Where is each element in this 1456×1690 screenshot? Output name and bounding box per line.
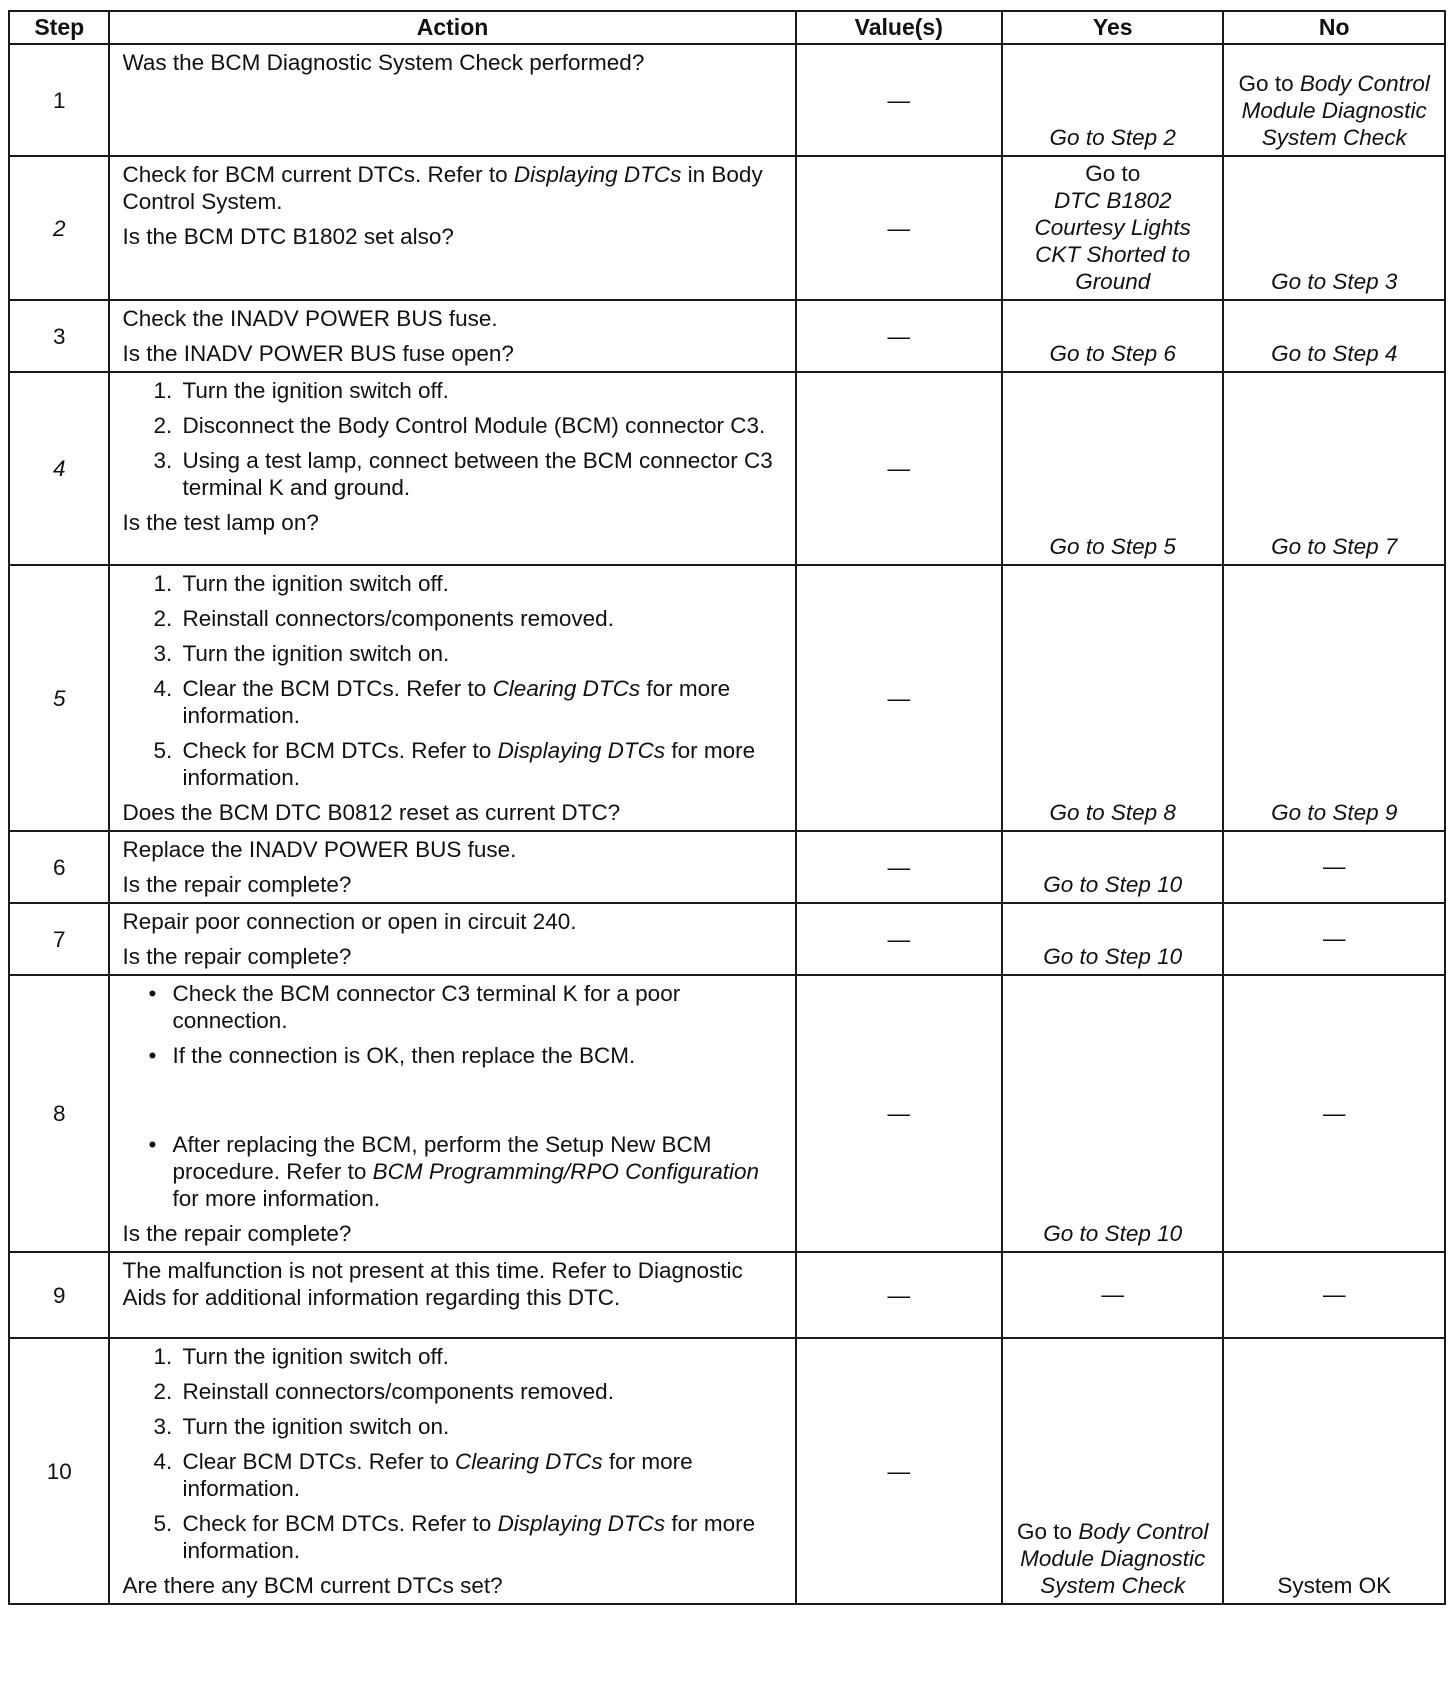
value-cell: — bbox=[796, 372, 1002, 565]
action-cell bbox=[109, 300, 795, 372]
yes-cell: Go to DTC B1802 Courtesy Lights CKT Shorted to Ground bbox=[1002, 156, 1224, 300]
bullet-list bbox=[122, 980, 784, 1212]
yes-cell: Go to Body Control Module Diagnostic System Check bbox=[1002, 1338, 1224, 1604]
no-cell: System OK bbox=[1223, 1338, 1445, 1604]
step-number: 8 bbox=[9, 975, 109, 1252]
table-row bbox=[9, 44, 1445, 156]
no-cell bbox=[1223, 372, 1445, 565]
table-row bbox=[9, 300, 1445, 372]
numbered-step: 5. Check for BCM DTCs. Refer to Displaying DTCs for more information. bbox=[178, 1510, 784, 1564]
numbered-step: 5. Check for BCM DTCs. Refer to Displaying DTCs for more information. bbox=[178, 737, 784, 791]
no-cell: — bbox=[1223, 903, 1445, 975]
yes-cell bbox=[1002, 831, 1224, 903]
emphasis: Displaying DTCs bbox=[497, 1511, 666, 1536]
emphasis: Go to Step 6 bbox=[1049, 341, 1176, 366]
value-cell: — bbox=[796, 156, 1002, 300]
step-number: 6 bbox=[9, 831, 109, 903]
value-cell: — bbox=[796, 1338, 1002, 1604]
value-cell: — bbox=[796, 44, 1002, 156]
emphasis: Go to Step 7 bbox=[1271, 534, 1398, 559]
numbered-steps bbox=[122, 1343, 784, 1564]
emphasis: Go to Step 5 bbox=[1049, 534, 1176, 559]
step-number: 10 bbox=[9, 1338, 109, 1604]
numbered-step: 3. Turn the ignition switch on. bbox=[178, 640, 784, 667]
table-row bbox=[9, 372, 1445, 565]
yes-cell: — bbox=[1002, 1252, 1224, 1338]
step-number: 4 bbox=[9, 372, 109, 565]
emphasis: Go to Step 2 bbox=[1049, 125, 1176, 150]
numbered-step: 2. Reinstall connectors/components removed. bbox=[178, 605, 784, 632]
action-text: Check the INADV POWER BUS fuse. bbox=[122, 306, 498, 331]
step-number: 3 bbox=[9, 300, 109, 372]
no-cell: — bbox=[1223, 975, 1445, 1252]
action-text: Repair poor connection or open in circuit 240. bbox=[122, 909, 577, 934]
no-cell bbox=[1223, 300, 1445, 372]
table-row bbox=[9, 903, 1445, 975]
step-number: 5 bbox=[9, 565, 109, 831]
action-text: Is the repair complete? bbox=[122, 1221, 352, 1246]
value-cell: — bbox=[796, 1252, 1002, 1338]
numbered-step: 1. Turn the ignition switch off. bbox=[178, 570, 784, 597]
header-action: Action bbox=[109, 11, 795, 44]
action-cell bbox=[109, 372, 795, 565]
no-cell: — bbox=[1223, 1252, 1445, 1338]
value-cell: — bbox=[796, 300, 1002, 372]
action-cell bbox=[109, 565, 795, 831]
yes-cell bbox=[1002, 903, 1224, 975]
value-cell: — bbox=[796, 903, 1002, 975]
table-row bbox=[9, 1252, 1445, 1338]
step-number: 1 bbox=[9, 44, 109, 156]
bullet-item: • Check the BCM connector C3 terminal K for a poor connection. bbox=[168, 980, 784, 1034]
action-text: Is the repair complete? bbox=[122, 872, 352, 897]
table-row bbox=[9, 831, 1445, 903]
yes-cell bbox=[1002, 565, 1224, 831]
yes-cell bbox=[1002, 44, 1224, 156]
emphasis: Body Control Module Diagnostic System Check bbox=[1241, 71, 1430, 150]
action-cell bbox=[109, 831, 795, 903]
action-text: Are there any BCM current DTCs set? bbox=[122, 1573, 503, 1598]
header-yes: Yes bbox=[1002, 11, 1224, 44]
value-cell: — bbox=[796, 975, 1002, 1252]
no-cell bbox=[1223, 156, 1445, 300]
action-text: The malfunction is not present at this time. Refer to Diagnostic Aids for additional information regarding this DTC. bbox=[122, 1258, 743, 1310]
action-cell bbox=[109, 903, 795, 975]
bullet-item: • After replacing the BCM, perform the Setup New BCM procedure. Refer to BCM Programming/RPO Configuration for more information. bbox=[168, 1131, 784, 1212]
action-text: Replace the INADV POWER BUS fuse. bbox=[122, 837, 517, 862]
no-cell bbox=[1223, 565, 1445, 831]
emphasis: Go to Step 8 bbox=[1049, 800, 1176, 825]
numbered-step: 1. Turn the ignition switch off. bbox=[178, 377, 784, 404]
yes-cell bbox=[1002, 300, 1224, 372]
numbered-step: 3. Using a test lamp, connect between the BCM connector C3 terminal K and ground. bbox=[178, 447, 784, 501]
action-text: Is the test lamp on? bbox=[122, 510, 319, 535]
action-text: Is the repair complete? bbox=[122, 944, 352, 969]
yes-cell bbox=[1002, 372, 1224, 565]
action-text: Was the BCM Diagnostic System Check performed? bbox=[122, 50, 645, 75]
value-cell: — bbox=[796, 831, 1002, 903]
action-cell bbox=[109, 156, 795, 300]
emphasis: DTC B1802 Courtesy Lights CKT Shorted to Ground bbox=[1034, 188, 1191, 294]
no-cell: Go to Body Control Module Diagnostic System Check bbox=[1223, 44, 1445, 156]
numbered-step: 2. Disconnect the Body Control Module (BCM) connector C3. bbox=[178, 412, 784, 439]
emphasis: Displaying DTCs bbox=[497, 738, 666, 763]
yes-cell bbox=[1002, 975, 1224, 1252]
action-text: Does the BCM DTC B0812 reset as current DTC? bbox=[122, 800, 621, 825]
numbered-step: 2. Reinstall connectors/components removed. bbox=[178, 1378, 784, 1405]
emphasis: Displaying DTCs bbox=[513, 162, 682, 187]
action-text: Check for BCM current DTCs. Refer to Displaying DTCs in Body Control System. bbox=[122, 162, 763, 214]
action-cell bbox=[109, 44, 795, 156]
numbered-step: 1. Turn the ignition switch off. bbox=[178, 1343, 784, 1370]
table-row bbox=[9, 975, 1445, 1252]
header-step: Step bbox=[9, 11, 109, 44]
emphasis: BCM Programming/RPO Configuration bbox=[372, 1159, 759, 1184]
value-cell: — bbox=[796, 565, 1002, 831]
action-text: Is the INADV POWER BUS fuse open? bbox=[122, 341, 514, 366]
diagnostic-table bbox=[8, 10, 1446, 1605]
step-number: 2 bbox=[9, 156, 109, 300]
action-text: Is the BCM DTC B1802 set also? bbox=[122, 224, 454, 249]
numbered-step: 4. Clear BCM DTCs. Refer to Clearing DTCs for more information. bbox=[178, 1448, 784, 1502]
table-row bbox=[9, 1338, 1445, 1604]
numbered-step: 4. Clear the BCM DTCs. Refer to Clearing DTCs for more information. bbox=[178, 675, 784, 729]
bullet-item: • If the connection is OK, then replace the BCM. bbox=[168, 1042, 784, 1069]
header-values: Value(s) bbox=[796, 11, 1002, 44]
table-row bbox=[9, 565, 1445, 831]
action-cell bbox=[109, 1252, 795, 1338]
no-cell: — bbox=[1223, 831, 1445, 903]
emphasis: Go to Step 10 bbox=[1043, 944, 1183, 969]
header-no: No bbox=[1223, 11, 1445, 44]
emphasis: Clearing DTCs bbox=[492, 676, 641, 701]
numbered-steps bbox=[122, 570, 784, 791]
table-body bbox=[9, 44, 1445, 1604]
diagnostic-document bbox=[8, 10, 1446, 1605]
action-cell bbox=[109, 1338, 795, 1604]
numbered-step: 3. Turn the ignition switch on. bbox=[178, 1413, 784, 1440]
table-row bbox=[9, 156, 1445, 300]
step-number: 9 bbox=[9, 1252, 109, 1338]
emphasis: Go to Step 9 bbox=[1271, 800, 1398, 825]
step-number: 7 bbox=[9, 903, 109, 975]
numbered-steps bbox=[122, 377, 784, 501]
emphasis: Go to Step 10 bbox=[1043, 1221, 1183, 1246]
emphasis: Go to Step 10 bbox=[1043, 872, 1183, 897]
emphasis: Body Control Module Diagnostic System Check bbox=[1020, 1519, 1209, 1598]
action-cell bbox=[109, 975, 795, 1252]
header-row bbox=[9, 11, 1445, 44]
emphasis: Go to Step 3 bbox=[1271, 269, 1398, 294]
emphasis: Clearing DTCs bbox=[455, 1449, 603, 1474]
emphasis: Go to Step 4 bbox=[1271, 341, 1398, 366]
